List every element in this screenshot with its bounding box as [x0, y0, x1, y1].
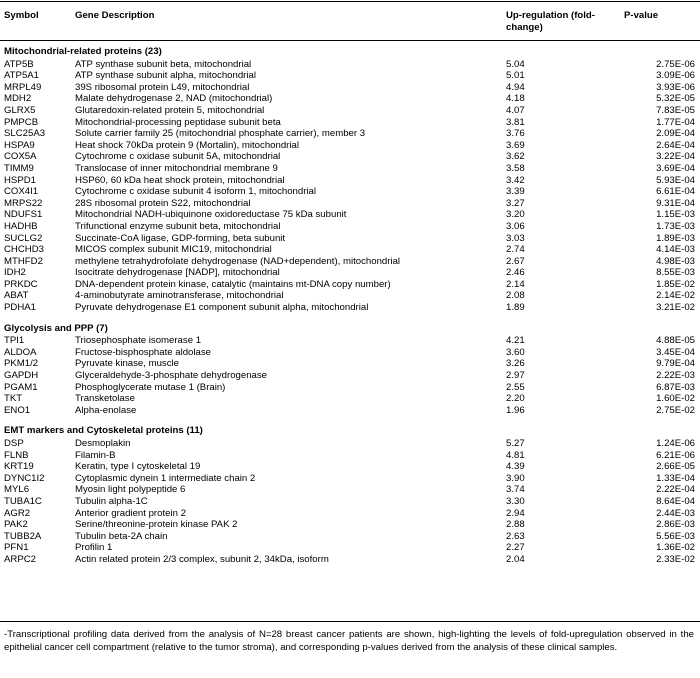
- top-rule: [0, 1, 700, 2]
- header-gene-description: Gene Description: [75, 10, 155, 21]
- fold-change: 3.90: [506, 472, 525, 484]
- p-value: 6.87E-03: [656, 381, 695, 393]
- table-row: [0, 438, 700, 450]
- fold-change: 2.27: [506, 542, 525, 554]
- gene-symbol: MDH2: [4, 93, 32, 105]
- gene-description: Actin related protein 2/3 complex, subunit 2, 34kDa, isoform: [75, 553, 329, 565]
- table-row: [0, 140, 700, 152]
- gene-description: Mitochondrial NADH-ubiquinone oxidoreductase 75 kDa subunit: [75, 209, 347, 221]
- table-row: [0, 347, 700, 359]
- header-pvalue: P-value: [624, 10, 659, 21]
- p-value: 1.73E-03: [656, 220, 695, 232]
- table-row: [0, 358, 700, 370]
- gene-description: 39S ribosomal protein L49, mitochondrial: [75, 81, 250, 93]
- p-value: 8.55E-03: [656, 267, 695, 279]
- table-row: [0, 221, 700, 233]
- p-value: 1.24E-06: [656, 438, 695, 449]
- gene-symbol: MRPL49: [4, 81, 42, 93]
- table-row: [0, 484, 700, 496]
- table-row: [0, 382, 700, 394]
- gene-description: HSP60, 60 kDa heat shock protein, mitochondrial: [75, 174, 285, 186]
- gene-description: Alpha-enolase: [75, 404, 137, 416]
- fold-change: 4.21: [506, 335, 525, 347]
- gene-symbol: PRKDC: [4, 278, 38, 290]
- gene-description: Isocitrate dehydrogenase [NADP], mitochondrial: [75, 267, 280, 279]
- fold-change: 3.03: [506, 232, 525, 244]
- gene-description: Phosphoglycerate mutase 1 (Brain): [75, 381, 226, 393]
- gene-description: Anterior gradient protein 2: [75, 507, 186, 519]
- p-value: 3.21E-02: [656, 302, 695, 314]
- table-row: [0, 209, 700, 221]
- p-value: 6.21E-06: [656, 449, 695, 461]
- gene-description: MICOS complex subunit MIC19, mitochondrial: [75, 244, 272, 256]
- fold-change: 5.04: [506, 58, 525, 70]
- fold-change: 3.20: [506, 209, 525, 221]
- bottom-rule: [0, 621, 700, 622]
- p-value: 2.33E-02: [656, 553, 695, 565]
- fold-change: 3.76: [506, 128, 525, 140]
- table-row: [0, 302, 700, 314]
- p-value: 4.88E-05: [656, 335, 695, 347]
- gene-symbol: ALDOA: [4, 346, 37, 358]
- fold-change: 3.30: [506, 495, 525, 507]
- fold-change: 2.08: [506, 290, 525, 302]
- p-value: 5.32E-05: [656, 93, 695, 105]
- gene-symbol: MYL6: [4, 484, 30, 496]
- gene-description: Succinate-CoA ligase, GDP-forming, beta subunit: [75, 232, 286, 244]
- gene-description: Desmoplakin: [75, 438, 131, 449]
- gene-description: Translocase of inner mitochondrial membrane 9: [75, 162, 278, 174]
- fold-change: 5.27: [506, 438, 525, 449]
- fold-change: 4.94: [506, 81, 525, 93]
- gene-description: methylene tetrahydrofolate dehydrogenase (NAD+dependent), mitochondrial: [75, 255, 401, 267]
- gene-description: Trifunctional enzyme subunit beta, mitochondrial: [75, 220, 281, 232]
- fold-change: 2.55: [506, 381, 525, 393]
- gene-description: Triosephosphate isomerase 1: [75, 335, 202, 347]
- fold-change: 3.42: [506, 174, 525, 186]
- table-row: [0, 256, 700, 268]
- gene-description: Cytoplasmic dynein 1 intermediate chain 2: [75, 472, 256, 484]
- table-row: [0, 175, 700, 187]
- fold-change: 2.97: [506, 370, 525, 382]
- p-value: 6.61E-04: [656, 186, 695, 198]
- fold-change: 5.01: [506, 70, 525, 82]
- fold-change: 4.18: [506, 93, 525, 105]
- gene-symbol: CHCHD3: [4, 244, 44, 256]
- gene-description: Tubulin alpha-1C: [75, 495, 148, 507]
- p-value: 4.14E-03: [656, 244, 695, 256]
- table-body: [0, 43, 700, 566]
- p-value: 1.85E-02: [656, 278, 695, 290]
- p-value: 9.31E-04: [656, 197, 695, 209]
- table-row: [0, 186, 700, 198]
- gene-symbol: TIMM9: [4, 162, 34, 174]
- fold-change: 1.89: [506, 302, 525, 314]
- fold-change: 1.96: [506, 404, 525, 416]
- gene-description: ATP synthase subunit alpha, mitochondrial: [75, 70, 256, 82]
- gene-symbol: HADHB: [4, 220, 38, 232]
- table-row: [0, 450, 700, 462]
- gene-description: Heat shock 70kDa protein 9 (Mortalin), mitochondrial: [75, 139, 299, 151]
- gene-description: Profilin 1: [75, 542, 113, 554]
- section-title: Mitochondrial-related proteins (23): [4, 46, 162, 57]
- section-title: EMT markers and Cytoskeletal proteins (11): [4, 425, 203, 437]
- gene-description: Mitochondrial-processing peptidase subunit beta: [75, 116, 281, 128]
- table-row: [0, 233, 700, 245]
- gene-symbol: IDH2: [4, 267, 26, 279]
- fold-change: 2.88: [506, 519, 525, 531]
- gene-description: Fructose-bisphosphate aldolase: [75, 346, 211, 358]
- table-row: [0, 105, 700, 117]
- p-value: 4.98E-03: [656, 255, 695, 267]
- p-value: 3.93E-06: [656, 81, 695, 93]
- table-row: [0, 151, 700, 163]
- gene-description: Pyruvate dehydrogenase E1 component subunit alpha, mitochondrial: [75, 302, 369, 314]
- gene-symbol: TUBB2A: [4, 530, 42, 542]
- gene-symbol: NDUFS1: [4, 209, 43, 221]
- gene-description: 4-aminobutyrate aminotransferase, mitochondrial: [75, 290, 284, 302]
- fold-change: 3.60: [506, 346, 525, 358]
- table-row: [0, 531, 700, 543]
- gene-symbol: SLC25A3: [4, 128, 46, 140]
- gene-symbol: ABAT: [4, 290, 29, 302]
- p-value: 9.79E-04: [656, 358, 695, 370]
- gene-symbol: PMPCB: [4, 116, 39, 128]
- fold-change: 2.14: [506, 278, 525, 290]
- section-title: Glycolysis and PPP (7): [4, 322, 108, 334]
- p-value: 2.75E-06: [656, 58, 695, 70]
- gene-description: Keratin, type I cytoskeletal 19: [75, 461, 201, 473]
- gene-description: DNA-dependent protein kinase, catalytic (maintains mt-DNA copy number): [75, 278, 391, 290]
- gene-symbol: PAK2: [4, 519, 28, 531]
- gene-description: Transketolase: [75, 393, 135, 405]
- table-row: [0, 244, 700, 256]
- gene-symbol: FLNB: [4, 449, 29, 461]
- gene-symbol: MTHFD2: [4, 255, 43, 267]
- fold-change: 3.74: [506, 484, 525, 496]
- table-row: [0, 461, 700, 473]
- gene-symbol: ATP5B: [4, 58, 34, 70]
- table-row: [0, 70, 700, 82]
- gene-symbol: COX5A: [4, 151, 37, 163]
- gene-symbol: GAPDH: [4, 370, 39, 382]
- p-value: 8.64E-04: [656, 495, 695, 507]
- fold-change: 2.20: [506, 393, 525, 405]
- fold-change: 3.58: [506, 162, 525, 174]
- p-value: 2.22E-03: [656, 370, 695, 382]
- table-row: [0, 117, 700, 129]
- p-value: 5.56E-03: [656, 530, 695, 542]
- fold-change: 4.39: [506, 461, 525, 473]
- fold-change: 4.07: [506, 104, 525, 116]
- table-row: [0, 393, 700, 405]
- header-rule: [0, 40, 700, 41]
- p-value: 3.69E-04: [656, 162, 695, 174]
- gene-description: Glutaredoxin-related protein 5, mitochondrial: [75, 104, 265, 116]
- gene-symbol: ARPC2: [4, 553, 36, 565]
- table-row: [0, 542, 700, 554]
- p-value: 2.09E-04: [656, 128, 695, 140]
- table-row: [0, 405, 700, 417]
- gene-description: Myosin light polypeptide 6: [75, 484, 186, 496]
- gene-description: Malate dehydrogenase 2, NAD (mitochondrial): [75, 93, 273, 105]
- p-value: 1.89E-03: [656, 232, 695, 244]
- p-value: 1.77E-04: [656, 116, 695, 128]
- p-value: 2.44E-03: [656, 507, 695, 519]
- table-row: [0, 267, 700, 279]
- p-value: 5.93E-04: [656, 174, 695, 186]
- gene-description: 28S ribosomal protein S22, mitochondrial: [75, 197, 251, 209]
- gene-symbol: TPI1: [4, 335, 25, 347]
- gene-symbol: PGAM1: [4, 381, 38, 393]
- fold-change: 3.06: [506, 220, 525, 232]
- gene-description: Pyruvate kinase, muscle: [75, 358, 179, 370]
- p-value: 1.33E-04: [656, 472, 695, 484]
- table-row: [0, 198, 700, 210]
- fold-change: 3.81: [506, 116, 525, 128]
- p-value: 2.86E-03: [656, 519, 695, 531]
- table-row: [0, 554, 700, 566]
- fold-change: 2.67: [506, 255, 525, 267]
- p-value: 2.22E-04: [656, 484, 695, 496]
- table-row: [0, 335, 700, 347]
- gene-symbol: PKM1/2: [4, 358, 39, 370]
- gene-symbol: ATP5A1: [4, 70, 40, 82]
- table-row: [0, 163, 700, 175]
- fold-change: 2.63: [506, 530, 525, 542]
- gene-symbol: MRPS22: [4, 197, 43, 209]
- p-value: 1.60E-02: [656, 393, 695, 405]
- gene-symbol: HSPA9: [4, 139, 35, 151]
- gene-description: Solute carrier family 25 (mitochondrial phosphate carrier), member 3: [75, 128, 366, 140]
- table-row: [0, 496, 700, 508]
- fold-change: 2.46: [506, 267, 525, 279]
- gene-symbol: COX4I1: [4, 186, 39, 198]
- header-symbol: Symbol: [4, 10, 39, 21]
- table-row: [0, 508, 700, 520]
- p-value: 2.75E-02: [656, 404, 695, 416]
- table-row: [0, 128, 700, 140]
- fold-change: 3.26: [506, 358, 525, 370]
- p-value: 7.83E-05: [656, 104, 695, 116]
- gene-symbol: HSPD1: [4, 174, 36, 186]
- gene-description: Tubulin beta-2A chain: [75, 530, 168, 542]
- fold-change: 2.94: [506, 507, 525, 519]
- gene-symbol: PDHA1: [4, 302, 36, 314]
- gene-symbol: KRT19: [4, 461, 34, 473]
- p-value: 1.15E-03: [656, 209, 695, 221]
- table-row: [0, 279, 700, 291]
- gene-symbol: GLRX5: [4, 104, 36, 116]
- gene-description: Filamin-B: [75, 449, 116, 461]
- fold-change: 2.04: [506, 553, 525, 565]
- gene-symbol: PFN1: [4, 542, 29, 554]
- gene-symbol: AGR2: [4, 507, 31, 519]
- table-row: [0, 82, 700, 94]
- gene-description: Glyceraldehyde-3-phosphate dehydrogenase: [75, 370, 268, 382]
- gene-description: Serine/threonine-protein kinase PAK 2: [75, 519, 238, 531]
- table-row: [0, 93, 700, 105]
- p-value: 2.66E-05: [656, 461, 695, 473]
- gene-description: Cytochrome c oxidase subunit 5A, mitochondrial: [75, 151, 281, 163]
- p-value: 3.09E-06: [656, 70, 695, 82]
- gene-symbol: SUCLG2: [4, 232, 43, 244]
- header-upregulation: Up-regulation (fold-change): [506, 10, 595, 33]
- table-footnote: -Transcriptional profiling data derived from the analysis of N=28 breast cancer patients are shown, high-lighting the levels of fold-upregulation observed in the epithelial cancer cell compartment (relative to the tumor stroma), and corresponding p-values derived from the analysis of these clinical samples.: [4, 629, 694, 653]
- p-value: 3.22E-04: [656, 151, 695, 163]
- gene-symbol: ENO1: [4, 404, 31, 416]
- table-row: [0, 473, 700, 485]
- gene-description: Cytochrome c oxidase subunit 4 isoform 1, mitochondrial: [75, 186, 317, 198]
- gene-symbol: TKT: [4, 393, 23, 405]
- gene-symbol: DYNC1I2: [4, 472, 45, 484]
- fold-change: 3.27: [506, 197, 525, 209]
- p-value: 2.14E-02: [656, 290, 695, 302]
- fold-change: 3.69: [506, 139, 525, 151]
- table-row: [0, 59, 700, 71]
- p-value: 1.36E-02: [656, 542, 695, 554]
- table-row: [0, 370, 700, 382]
- p-value: 2.64E-04: [656, 139, 695, 151]
- gene-symbol: DSP: [4, 438, 24, 449]
- gene-description: ATP synthase subunit beta, mitochondrial: [75, 58, 252, 70]
- fold-change: 2.74: [506, 244, 525, 256]
- fold-change: 3.62: [506, 151, 525, 163]
- gene-symbol: TUBA1C: [4, 495, 42, 507]
- fold-change: 4.81: [506, 449, 525, 461]
- table-row: [0, 519, 700, 531]
- table-row: [0, 290, 700, 302]
- p-value: 3.45E-04: [656, 346, 695, 358]
- fold-change: 3.39: [506, 186, 525, 198]
